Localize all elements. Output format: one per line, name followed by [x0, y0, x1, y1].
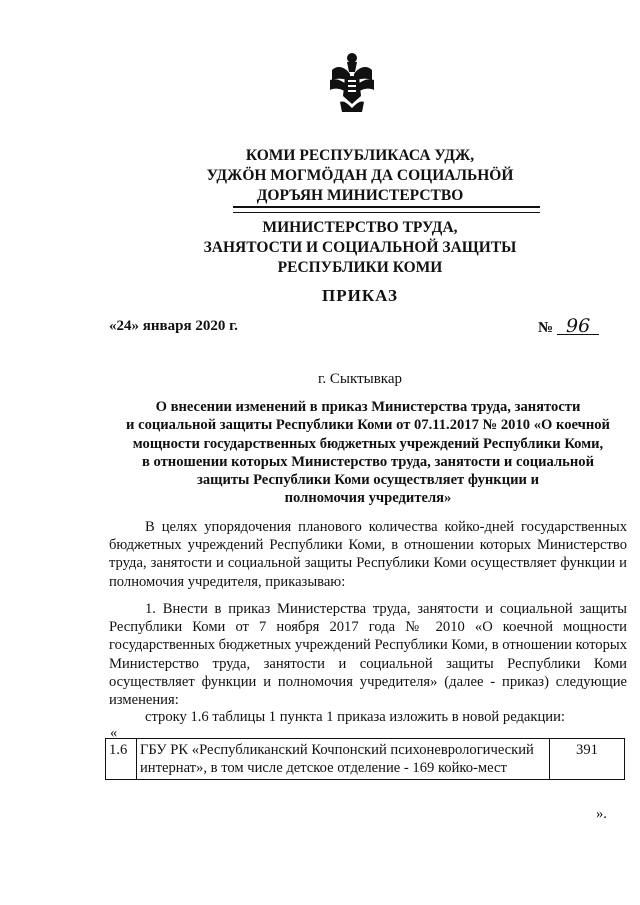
- header-ru-line: ЗАНЯТОСТИ И СОЦИАЛЬНОЙ ЗАЩИТЫ: [203, 239, 517, 256]
- paragraph-edit-instruction: строку 1.6 таблицы 1 пункта 1 приказа изложить в новой редакции:: [145, 709, 565, 725]
- header-ru-line: МИНИСТЕРСТВО ТРУДА,: [262, 219, 458, 236]
- number-label: №: [538, 320, 554, 336]
- document-number: [538, 315, 599, 337]
- header-ru: [150, 218, 570, 278]
- document-title: [108, 398, 628, 508]
- table-cell-number: 1.6: [106, 739, 137, 780]
- header-ru-line: РЕСПУБЛИКИ КОМИ: [277, 259, 443, 276]
- title-line: защиты Республики Коми осуществляет функции и: [196, 472, 540, 489]
- header-divider: [233, 206, 540, 213]
- table-row: [106, 739, 625, 780]
- table-cell-institution: ГБУ РК «Республиканский Кочпонский психоневрологический интернат», в том числе детское отделение - 169 койко-мест: [137, 739, 550, 780]
- document-date: «24» января 2020 г.: [109, 318, 238, 334]
- quote-close: ».: [596, 806, 607, 822]
- komi-coat-of-arms-icon: [328, 52, 376, 114]
- amendment-table: [105, 738, 625, 780]
- title-line: полномочия учредителя»: [284, 490, 452, 507]
- header-komi-line: ДОРЪЯН МИНИСТЕРСТВО: [256, 187, 464, 204]
- title-line: О внесении изменений в приказ Министерства труда, занятости: [155, 399, 581, 415]
- paragraph-item-1: 1. Внести в приказ Министерства труда, занятости и социальной защиты Республики Коми от 7 ноября 2017 года № 2010 «О коечной мощности государственных бюджетных учреждений Республики Коми, в отношении которых Министерство труда, занятости и социальной защиты Республики Коми осуществляет функции и полномочия учредителя» (далее - приказ) следующие изменения:: [109, 601, 627, 709]
- number-value: 96: [557, 318, 599, 335]
- title-line: мощности государственных бюджетных учреждений Республики Коми,: [132, 435, 604, 452]
- quote-open: «: [110, 725, 118, 741]
- header-komi-line: УДЖÖН МОГМÖДАН ДА СОЦИАЛЬНÖЙ: [206, 167, 514, 184]
- table-cell-beds: 391: [550, 739, 625, 780]
- header-komi: [150, 146, 570, 206]
- title-line: и социальной защиты Республики Коми от 07.11.2017 № 2010 «О коечной: [126, 417, 610, 434]
- paragraph-preamble: В целях упорядочения планового количества койко-дней государственных бюджетных учреждений Республики Коми, в отношении которых Министерство труда, занятости и социальной защиты Республики Коми осуществляет функции и полномочия учредителя, приказываю:: [109, 519, 627, 590]
- title-line: в отношении которых Министерство труда, занятости и социальной: [142, 453, 594, 470]
- header-komi-line: КОМИ РЕСПУБЛИКАСА УДЖ,: [245, 147, 475, 164]
- document-type: ПРИКАЗ: [322, 286, 398, 305]
- document-city: г. Сыктывкар: [317, 371, 403, 387]
